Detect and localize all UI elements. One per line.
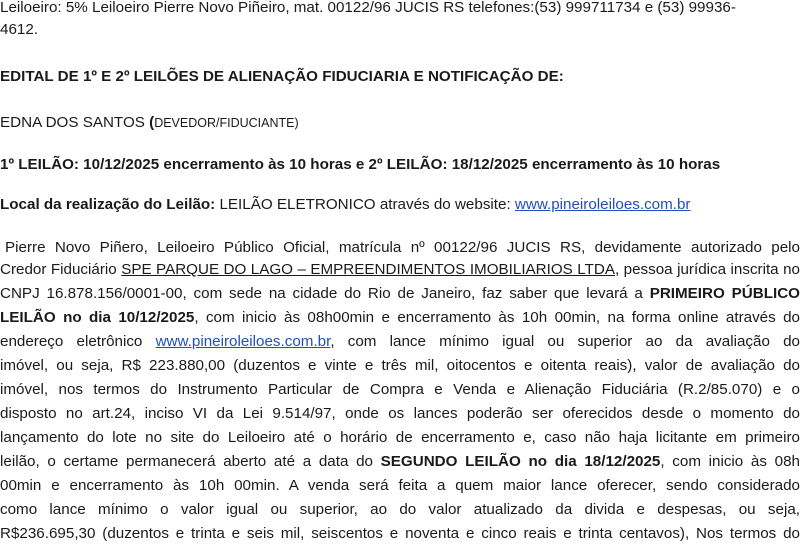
body-line-2-b: , pessoa jurídica inscrita no: [614, 261, 800, 278]
location-line: [0, 194, 800, 216]
body-line-5-b: , com lance mínimo igual ou superior ao da avaliação do: [330, 333, 800, 350]
website-link-inline[interactable]: www.pineiroleiloes.com.br: [155, 333, 331, 350]
body-line-13: R$236.695,30 (duzentos e trinta e seis mil, seiscentos e noventa e cinco reais e trinta centavos), Nos termos do: [0, 525, 800, 542]
location-label: Local da realização do Leilão:: [0, 196, 216, 213]
header-line-1: Leiloeiro: 5% Leiloeiro Pierre Novo Piñeiro, mat. 00122/96 JUCIS RS telefones:(53) 999711734 e (53) 99936-: [0, 0, 736, 16]
body-line-8: disposto no art.24, inciso VI da Lei 9.514/97, onde os lances poderão ser oferecidos desde o momento do: [0, 405, 800, 422]
body-line-1: Pierre Novo Piñero, Leiloeiro Público Oficial, matrícula nº 00122/96 JUCIS RS, devidamente autorizado pelo: [5, 239, 800, 256]
body-line-5: [0, 331, 800, 353]
body-line-10-a: leilão, o certame permanecerá aberto até a data do: [0, 453, 373, 470]
body-line-5-a: endereço eletrônico: [0, 333, 143, 350]
body-line-9: lançamento do lote no site do Leiloeiro até o horário de encerramento e, caso não haja licitante em primeiro: [0, 429, 800, 446]
second-auction-date: SEGUNDO LEILÃO no dia 18/12/2025: [380, 453, 661, 470]
body-line-4-b: , com inicio às 08h00min e encerramento às 10h 00min, na forma online através do: [194, 309, 800, 326]
body-line-4: [0, 307, 800, 329]
creditor-name: SPE PARQUE DO LAGO – EMPREENDIMENTOS IMOBILIARIOS LTDA: [121, 261, 615, 278]
body-line-2: [0, 259, 800, 281]
document-title: EDITAL DE 1º E 2º LEILÕES DE ALIENAÇÃO FIDUCIARIA E NOTIFICAÇÃO DE:: [0, 68, 564, 85]
body-line-3: [0, 283, 800, 305]
first-auction-label: PRIMEIRO PÚBLICO: [649, 285, 800, 302]
body-line-3-a: CNPJ 16.878.156/0001-00, com sede na cidade do Rio de Janeiro, faz saber que levará a: [0, 285, 643, 302]
header-line-2: 4612.: [0, 21, 39, 38]
location-text: LEILÃO ELETRONICO através do website:: [219, 196, 511, 213]
auction-dates: 1º LEILÃO: 10/12/2025 encerramento às 10 horas e 2º LEILÃO: 18/12/2025 encerramento às 10 horas: [0, 156, 721, 173]
debtor-name: EDNA DOS SANTOS: [0, 114, 145, 131]
body-line-6: imóvel, ou seja, R$ 223.880,00 (duzentos e vinte e três mil, oitocentos e oitenta reais), valor de avaliação do: [0, 357, 800, 374]
body-line-12: como lance mínimo o valor igual ou superior, ao do valor atualizado da divida e despesas, ou seja,: [0, 501, 800, 518]
body-line-10-c: , com inicio às 08h: [660, 453, 800, 470]
website-link[interactable]: www.pineiroleiloes.com.br: [514, 196, 691, 213]
body-line-11: 00min e encerramento às 10h 00min. A venda será feita a quem maior lance oferecer, sendo considerado: [0, 477, 800, 494]
debtor-paren: (: [149, 114, 155, 131]
debtor-line: [0, 112, 800, 134]
body-line-7: imóvel, nos termos do Instrumento Particular de Compra e Venda e Alienação Fiduciária (R.2/85.070) e o: [0, 381, 800, 398]
first-auction-date: LEILÃO no dia 10/12/2025: [0, 309, 195, 326]
body-line-10: [0, 451, 800, 473]
debtor-role: DEVEDOR/FIDUCIANTE): [154, 116, 299, 130]
body-line-2-a: Credor Fiduciário: [0, 261, 117, 278]
